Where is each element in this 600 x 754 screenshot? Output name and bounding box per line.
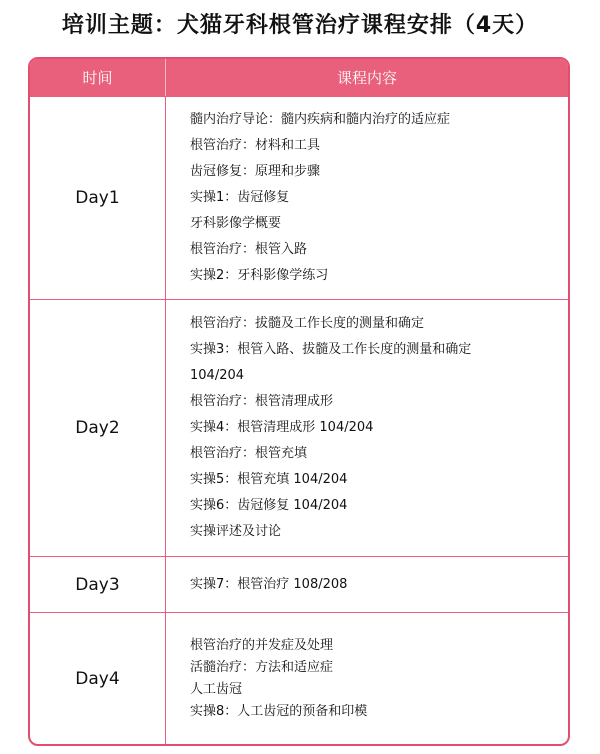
day-label: Day2: [30, 300, 166, 556]
day-label: Day3: [30, 557, 166, 612]
header-time: 时间: [30, 59, 166, 96]
course-item: 实操7：根管治疗 108/208: [190, 576, 348, 592]
day-row-day2: [30, 299, 568, 556]
header-content: 课程内容: [336, 69, 397, 87]
course-item: 根管治疗：根管入路: [190, 242, 308, 257]
course-item: 实操2：牙科影像学练习: [190, 268, 329, 283]
course-item: 人工齿冠: [190, 681, 243, 697]
course-item: 实操3：根管入路、拔髓及工作长度的测量和确定: [190, 342, 472, 357]
course-item: 实操评述及讨论: [190, 524, 282, 539]
day-row-day3: [30, 556, 568, 612]
course-item: 活髓治疗：方法和适应症: [190, 659, 334, 675]
course-item: 根管治疗的并发症及处理: [190, 637, 334, 653]
day-items: [166, 97, 568, 299]
course-item: 实操8：人工齿冠的预备和印模: [190, 703, 368, 719]
table-header: [30, 59, 568, 96]
day-row-day4: [30, 612, 568, 744]
course-item: 根管治疗：材料和工具: [190, 138, 321, 153]
day-label: Day4: [30, 613, 166, 744]
course-item: 实操5：根管充填 104/204: [190, 472, 348, 487]
course-item: 根管治疗：根管充填: [190, 446, 308, 461]
course-schedule-table: [28, 57, 570, 746]
course-item: 104/204: [190, 368, 245, 383]
course-item: 齿冠修复：原理和步骤: [190, 164, 321, 179]
day-items: [166, 613, 568, 744]
course-item: 根管治疗：根管清理成形: [190, 394, 334, 409]
page-title: 培训主题：犬猫牙科根管治疗课程安排（4天）: [61, 13, 539, 38]
course-item: 实操4：根管清理成形 104/204: [190, 420, 374, 435]
course-item: 牙科影像学概要: [190, 216, 282, 231]
course-item: 根管治疗：拔髓及工作长度的测量和确定: [190, 316, 425, 331]
course-item: 实操1：齿冠修复: [190, 190, 290, 205]
course-item: 实操6：齿冠修复 104/204: [190, 498, 348, 513]
day-items: [166, 300, 568, 556]
day-row-day1: [30, 96, 568, 299]
course-item: 髓内治疗导论：髓内疾病和髓内治疗的适应症: [190, 112, 451, 127]
day-label: Day1: [30, 97, 166, 299]
day-items: [166, 557, 568, 612]
